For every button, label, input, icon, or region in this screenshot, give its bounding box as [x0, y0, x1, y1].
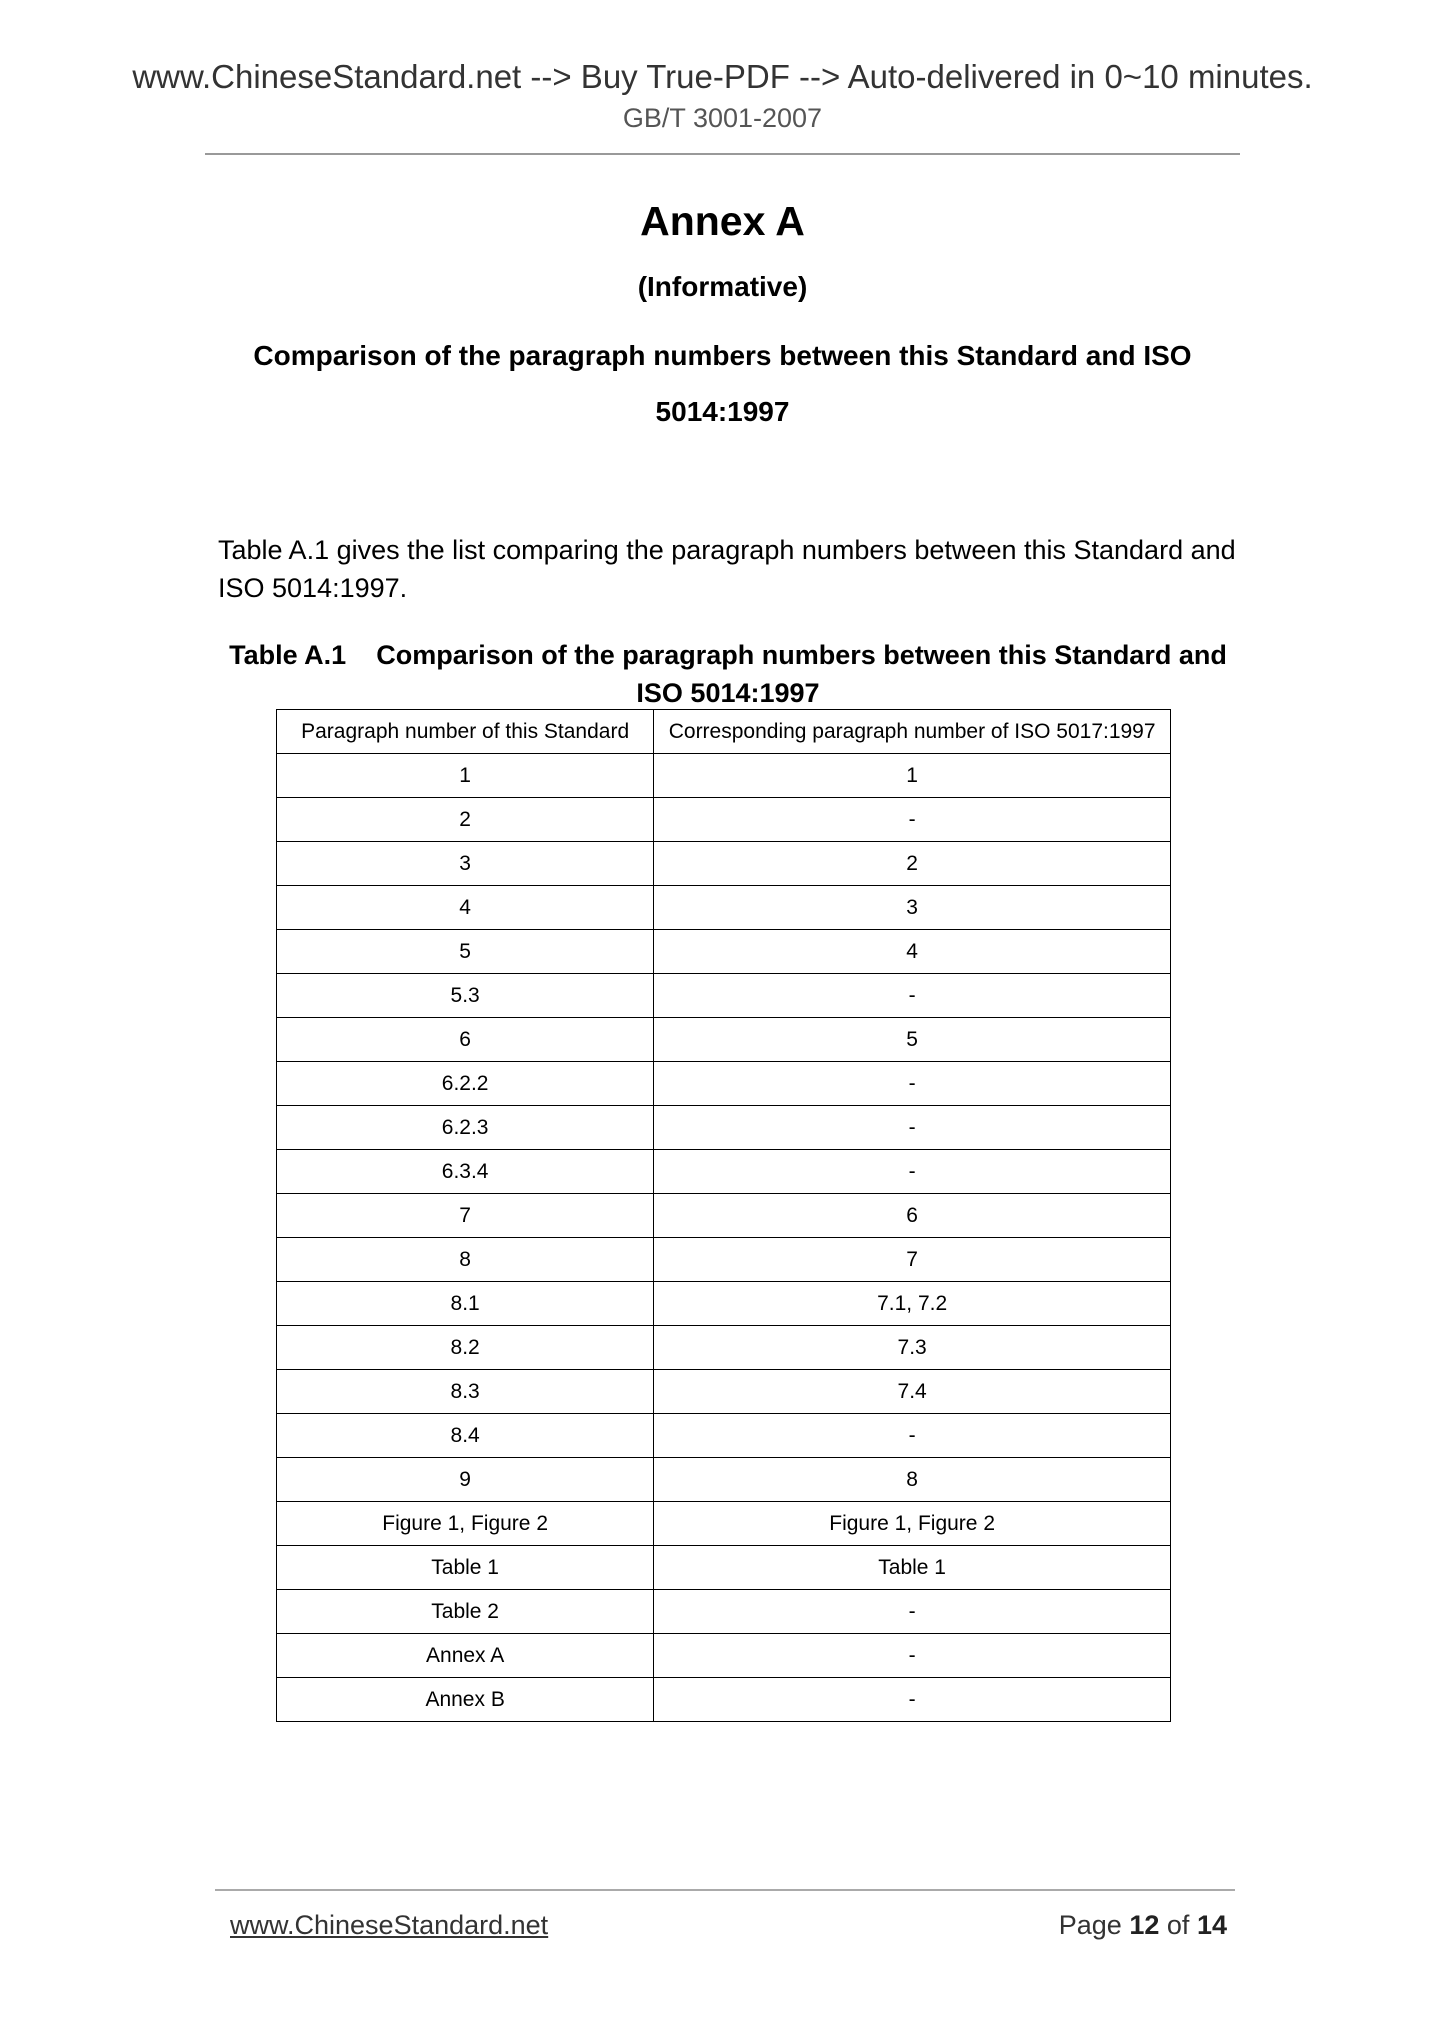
cell-this-standard: 7	[277, 1194, 654, 1238]
table-row	[277, 930, 1171, 974]
cell-iso: Table 1	[654, 1546, 1171, 1590]
cell-iso: -	[654, 1590, 1171, 1634]
table-row	[277, 754, 1171, 798]
cell-iso: -	[654, 798, 1171, 842]
document-number: GB/T 3001-2007	[622, 103, 823, 133]
annex-type: (Informative)	[637, 271, 808, 302]
cell-this-standard: 1	[277, 754, 654, 798]
intro-line1: Table A.1 gives the list comparing the paragraph numbers between this Standard and	[218, 535, 1236, 565]
table-caption-line2: ISO 5014:1997	[636, 678, 820, 708]
cell-iso: -	[654, 1062, 1171, 1106]
table-row	[277, 1282, 1171, 1326]
cell-iso: 7.3	[654, 1326, 1171, 1370]
cell-iso: 6	[654, 1194, 1171, 1238]
annex-heading	[210, 328, 1235, 440]
cell-this-standard: 3	[277, 842, 654, 886]
cell-iso: 2	[654, 842, 1171, 886]
intro-paragraph	[218, 531, 1238, 607]
table-row	[277, 1238, 1171, 1282]
cell-iso: 7.1, 7.2	[654, 1282, 1171, 1326]
page-total: 14	[1196, 1910, 1227, 1940]
cell-iso: 4	[654, 930, 1171, 974]
cell-this-standard: 9	[277, 1458, 654, 1502]
cell-iso: Figure 1, Figure 2	[654, 1502, 1171, 1546]
cell-iso: -	[654, 1634, 1171, 1678]
table-row	[277, 1062, 1171, 1106]
table-row	[277, 1194, 1171, 1238]
cell-this-standard: 6.2.2	[277, 1062, 654, 1106]
cell-this-standard: Table 2	[277, 1590, 654, 1634]
cell-iso: -	[654, 1106, 1171, 1150]
cell-this-standard: 8.3	[277, 1370, 654, 1414]
cell-this-standard: 6.2.3	[277, 1106, 654, 1150]
table-row	[277, 1634, 1171, 1678]
table-caption-line1: Table A.1 Comparison of the paragraph numbers between this Standard and	[229, 640, 1227, 670]
cell-this-standard: 6	[277, 1018, 654, 1062]
cell-iso: 7.4	[654, 1370, 1171, 1414]
comparison-table	[276, 709, 1171, 1722]
cell-this-standard: 8.1	[277, 1282, 654, 1326]
cell-iso: 5	[654, 1018, 1171, 1062]
table-row	[277, 1106, 1171, 1150]
table-row	[277, 798, 1171, 842]
table-row	[277, 886, 1171, 930]
page-label: Page	[1058, 1910, 1122, 1940]
cell-iso: 3	[654, 886, 1171, 930]
table-header-row	[277, 710, 1171, 754]
cell-this-standard: 5	[277, 930, 654, 974]
table-row	[277, 842, 1171, 886]
table-row	[277, 1502, 1171, 1546]
cell-this-standard: 8	[277, 1238, 654, 1282]
annex-heading-line1: Comparison of the paragraph numbers between this Standard and ISO	[253, 340, 1192, 371]
table-row	[277, 1018, 1171, 1062]
intro-line2: ISO 5014:1997.	[218, 573, 408, 603]
annex-heading-line2: 5014:1997	[655, 396, 790, 427]
cell-this-standard: 8.2	[277, 1326, 654, 1370]
table-body	[277, 754, 1171, 1722]
column-header-iso: Corresponding paragraph number of ISO 5017:1997	[654, 710, 1171, 754]
table-caption	[218, 636, 1238, 712]
page-of-label: of	[1166, 1910, 1190, 1940]
table-row	[277, 1590, 1171, 1634]
cell-this-standard: 2	[277, 798, 654, 842]
cell-iso: 8	[654, 1458, 1171, 1502]
cell-iso: 1	[654, 754, 1171, 798]
cell-iso: -	[654, 1150, 1171, 1194]
cell-iso: 7	[654, 1238, 1171, 1282]
table-row	[277, 1370, 1171, 1414]
cell-this-standard: Table 1	[277, 1546, 654, 1590]
page-indicator	[1059, 1910, 1227, 1941]
page-current: 12	[1129, 1910, 1160, 1940]
cell-this-standard: 4	[277, 886, 654, 930]
column-header-this-standard: Paragraph number of this Standard	[277, 710, 654, 754]
cell-this-standard: 6.3.4	[277, 1150, 654, 1194]
table-row	[277, 1150, 1171, 1194]
cell-this-standard: 8.4	[277, 1414, 654, 1458]
cell-this-standard: Annex B	[277, 1678, 654, 1722]
table-row	[277, 1458, 1171, 1502]
header-divider	[205, 153, 1240, 155]
table-row	[277, 1414, 1171, 1458]
cell-iso: -	[654, 1678, 1171, 1722]
table-row	[277, 1546, 1171, 1590]
table-row	[277, 974, 1171, 1018]
cell-this-standard: 5.3	[277, 974, 654, 1018]
footer-divider	[215, 1889, 1235, 1891]
cell-iso: -	[654, 974, 1171, 1018]
footer-site-link[interactable]: www.ChineseStandard.net	[230, 1910, 549, 1940]
cell-iso: -	[654, 1414, 1171, 1458]
header-banner: www.ChineseStandard.net --> Buy True-PDF --> Auto-delivered in 0~10 minutes.	[132, 58, 1313, 95]
table-row	[277, 1326, 1171, 1370]
cell-this-standard: Figure 1, Figure 2	[277, 1502, 654, 1546]
table-row	[277, 1678, 1171, 1722]
cell-this-standard: Annex A	[277, 1634, 654, 1678]
annex-title: Annex A	[640, 198, 805, 244]
